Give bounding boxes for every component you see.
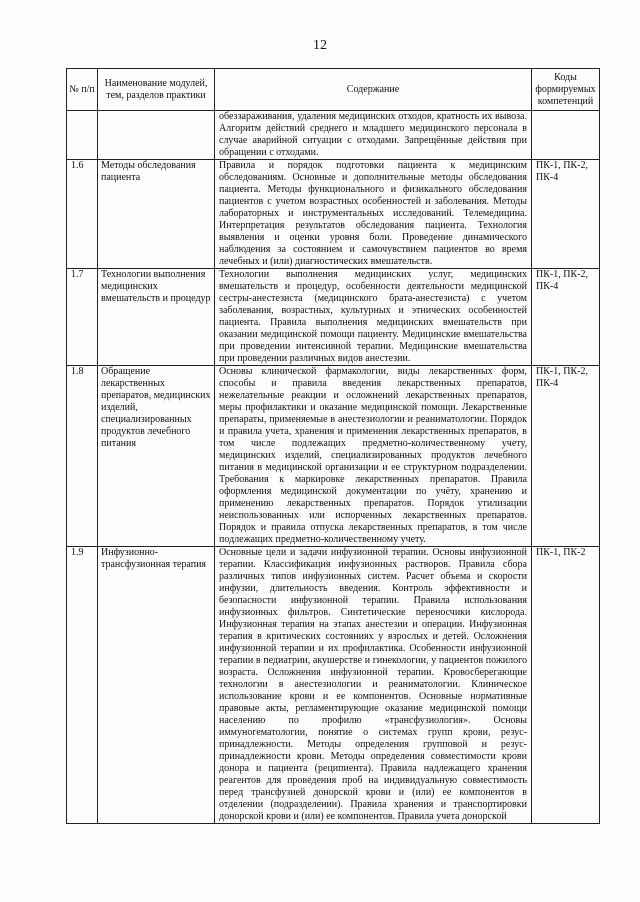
row-codes: ПК-1, ПК-2, ПК-4: [532, 269, 600, 366]
table-row: [67, 160, 600, 269]
row-name: Инфузионно-трансфузионная терапия: [98, 547, 215, 824]
page-number: 12: [313, 38, 327, 53]
row-content: Правила и порядок подготовки пациента к медицинским обследованиям. Основные и дополнительные методы обследования пациента. Методы функционального и физикального обследования пациентов с учетом возрастных особенностей и заболевания. Методы лабораторных и инструментальных исследований. Телемедицина. Интерпретация результатов обследования пациента. Технология выявления и оценки уровня боли. Проведение динамического наблюдения за состоянием и самочувствием пациентов во время лечебных и (или) диагностических вмешательств.: [215, 160, 532, 269]
row-codes: ПК-1, ПК-2, ПК-4: [532, 160, 600, 269]
header-codes: Коды формируемых компетенций: [532, 69, 600, 111]
table-row: [67, 547, 600, 824]
header-name: Наименование модулей, тем, разделов практики: [98, 69, 215, 111]
row-codes: ПК-1, ПК-2: [532, 547, 600, 824]
row-name: [98, 111, 215, 160]
row-name: Обращение лекарственных препаратов, медицинских изделий, специализированных продуктов лечебного питания: [98, 366, 215, 547]
table-header-row: [67, 69, 600, 111]
row-num: 1.7: [67, 269, 98, 366]
row-content: Технологии выполнения медицинских услуг, медицинских вмешательств и процедур, особенности деятельности медицинской сестры-анестезиста (медицинского брата-анестезиста) с учетом заболевания, возрастных, культурных и этнических особенностей пациента. Правила выполнения медицинских вмешательств при оказании медицинской помощи пациенту. Медицинские вмешательства при проведении интенсивной терапии. Медицинские вмешательства при проведении различных видов анестезии.: [215, 269, 532, 366]
row-content: Основы клинической фармакологии, виды лекарственных форм, способы и правила введения лекарственных препаратов, нежелательные реакции и осложнений лекарственных препаратов, меры профилактики и оказание медицинской помощи. Лекарственные препараты, применяемые в анестезиологии и реаниматологии. Порядок и правила учета, хранения и применения лекарственных препаратов, в том числе подлежащих предметно-количественному учету, медицинских изделий, специализированных продуктов лечебного питания в медицинской организации и ее структурном подразделении. Требования к маркировке лекарственных препаратов. Правила оформления медицинской документации по учёту, хранению и применению лекарственных препаратов. Порядок утилизации неиспользованных или испорченных лекарственных препаратов. Порядок и правила отпуска лекарственных препаратов, в том числе подлежащих предметно-количественному учету.: [215, 366, 532, 547]
row-content: обеззараживания, удаления медицинских отходов, кратность их вывоза. Алгоритм действий среднего и младшего медицинского персонала в случае аварийной ситуации с отходами. Запрещённые действия при обращении с отходами.: [215, 111, 532, 160]
row-codes: ПК-1, ПК-2, ПК-4: [532, 366, 600, 547]
table-row: [67, 111, 600, 160]
row-num: 1.8: [67, 366, 98, 547]
header-content: Содержание: [215, 69, 532, 111]
row-num: [67, 111, 98, 160]
row-name: Методы обследования пациента: [98, 160, 215, 269]
row-name: Технологии выполнения медицинских вмешательств и процедур: [98, 269, 215, 366]
header-num: № п/п: [67, 69, 98, 111]
table-row: [67, 269, 600, 366]
row-codes: [532, 111, 600, 160]
row-num: 1.9: [67, 547, 98, 824]
row-content: Основные цели и задачи инфузионной терапии. Основы инфузионной терапии. Классификация инфузионных растворов. Правила сбора различных типов инфузионных систем. Расчет объема и скорости инфузии, длительность введения. Контроль эффективности и безопасности инфузионной терапии. Правила использования инфузионных фильтров. Синтетические переносчики кислорода. Инфузионная терапия на этапах анестезии и операции. Инфузионная терапия в критических состояниях у взрослых и детей. Осложнения инфузионной терапии и их профилактика. Особенности инфузионной терапии в педиатрии, акушерстве и гинекологии, у пациентов пожилого возраста. Осложнения инфузионной терапии. Кровосберегающие технологии в анестезиологии и реаниматологии. Клиническое использование крови и ее компонентов. Основные нормативные правовые акты, регламентирующие оказание медицинской помощи населению по профилю «трансфузиология». Основы иммуногематологии, понятие о системах групп крови, резус-принадлежности. Методы определения групповой и резус-принадлежности крови. Методы определения совместимости крови донора и пациента (реципиента). Правила надлежащего хранения реагентов для проведения проб на индивидуальную совместимость перед трансфузией донорской крови и (или) ее компонентов в отделении (подразделении). Правила хранения и транспортировки донорской крови и (или) ее компонентов. Правила учета донорской: [215, 547, 532, 824]
table-row: [67, 366, 600, 547]
row-num: 1.6: [67, 160, 98, 269]
curriculum-table: [66, 68, 600, 824]
